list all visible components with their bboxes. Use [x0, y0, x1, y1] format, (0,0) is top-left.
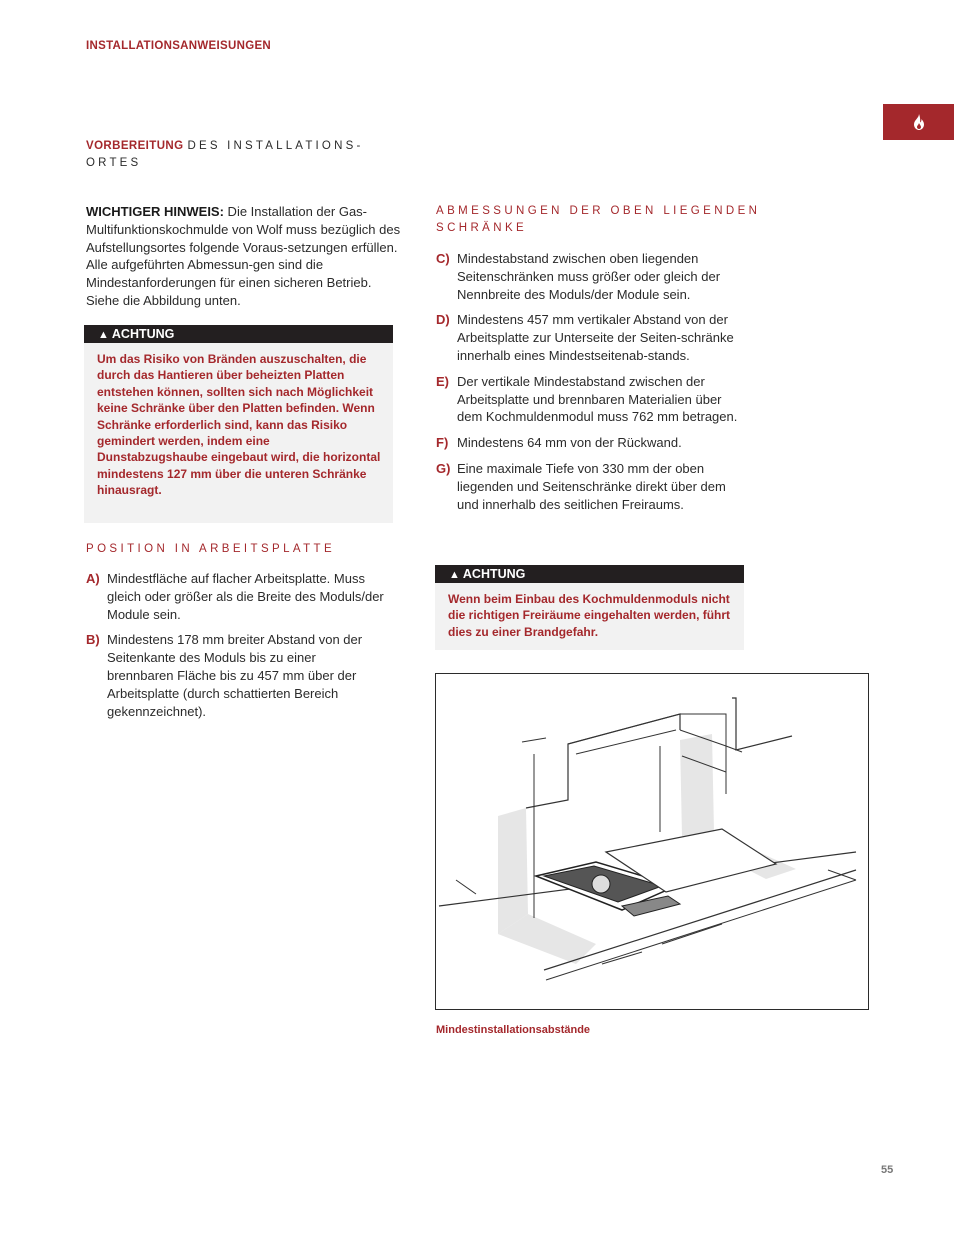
intro-label: WICHTIGER HINWEIS: [86, 204, 224, 219]
item-text: Mindestens 64 mm von der Rückwand. [457, 435, 682, 451]
item-text: Mindestabstand zwischen oben liegenden Seitenschränken muss größer oder gleich der Nennbreite des Moduls/der Module sein. [457, 251, 721, 302]
cabinets-title [436, 203, 766, 237]
intro-paragraph [86, 203, 404, 310]
item-text: Mindestfläche auf flacher Arbeitsplatte. Muss gleich oder größer als die Breite des Moduls/der Module sein. [107, 571, 384, 622]
section-title [86, 138, 396, 172]
list-item [436, 250, 746, 303]
section-title-rest-1: DES INSTALLATIONS- [187, 140, 364, 152]
cabinets-title-2: SCHRÄNKE [436, 222, 528, 234]
item-text: Der vertikale Mindestabstand zwischen der Arbeitsplatte und brennbaren Materialien über dem Kochmuldenmodul muss 762 mm betragen. [457, 373, 738, 425]
running-header: INSTALLATIONSANWEISUNGEN [86, 40, 272, 52]
intro-text: Die Installation der Gas-Multifunktionskochmulde von Wolf muss bezüglich des Aufstellungsortes folgende Voraus-setzungen erfüllen. Alle aufgeführten Abmessun-gen sind die Mindestanforderungen für einen sicheren Betrieb. Siehe die Abbildung unten. [86, 204, 401, 308]
item-text: Eine maximale Tiefe von 330 mm der oben liegenden und Seitenschränke direkt über dem und innerhalb des seitlichen Freiraums. [457, 460, 726, 512]
list-item [436, 373, 746, 426]
item-text: Mindestens 178 mm breiter Abstand von der Seitenkante des Moduls bis zu einer brennbaren Fläche bis zu 457 mm über der Arbeitsplatte (durch schattierten Bereich gekennzeichnet). [107, 632, 363, 719]
cabinets-title-1: ABMESSUNGEN DER OBEN LIEGENDEN [436, 205, 761, 217]
item-letter: A) [86, 571, 100, 586]
warning-triangle-icon: ▲ [449, 569, 460, 581]
list-item [86, 570, 384, 623]
figure-caption: Mindestinstallationsabstände [436, 1024, 591, 1036]
dimension-line-bottom [662, 924, 722, 944]
position-list [86, 570, 384, 728]
right-clearance-shade [680, 734, 714, 836]
list-item [436, 311, 746, 364]
warning-box-2 [435, 565, 744, 650]
section-title-bold: VORBEREITUNG [86, 140, 184, 152]
item-text: Mindestens 457 mm vertikaler Abstand von der Arbeitsplatte zur Unterseite der Seiten-schränke innerhalb eines Mindestseitenab-stands. [457, 312, 734, 363]
item-letter: C) [436, 251, 450, 266]
flame-icon [912, 114, 926, 130]
warning-text: Wenn beim Einbau des Kochmuldenmoduls nicht die richtigen Freiräume eingehalten werden, führt dies zu einer Brandgefahr. [448, 592, 731, 639]
warning-triangle-icon: ▲ [98, 329, 109, 341]
dimension-line-a [456, 880, 476, 894]
item-letter: G) [436, 460, 451, 476]
burner-icon [592, 875, 610, 893]
item-letter: E) [436, 373, 449, 389]
left-cabinet-outline [526, 714, 680, 808]
position-title: POSITION IN ARBEITSPLATTE [86, 543, 336, 555]
list-item [436, 460, 746, 513]
warning-header [435, 565, 744, 583]
warning-box-1 [84, 325, 393, 523]
left-clearance-shade [498, 808, 528, 934]
section-tab [883, 104, 954, 140]
right-cabinet-outline [732, 698, 792, 750]
cabinet-top-line [568, 714, 680, 744]
clearance-illustration [436, 674, 868, 1009]
dimension-tick [522, 738, 546, 742]
cabinets-list [436, 250, 746, 521]
warning-label: ACHTUNG [111, 327, 175, 341]
list-item [86, 631, 384, 720]
warning-text: Um das Risiko von Bränden auszuschalten, die durch das Hantieren über beheizten Platten entstehen können, sollten sich nach Möglichkeit keine Schränke über den Platten befinden. Wenn Schränke erforderlich sind, kann das Risiko gemindert werden, indem eine Dunstabzugshaube eingebaut wird, die horizontal mindestens 127 mm über die unteren Schränke hinausragt. [97, 352, 381, 498]
dimension-line-b [602, 952, 642, 964]
item-letter: B) [86, 632, 100, 648]
warning-header [84, 325, 393, 343]
list-item [436, 434, 746, 452]
dimension-line-c [576, 730, 676, 754]
item-letter: D) [436, 312, 450, 328]
item-letter: F) [436, 435, 449, 451]
section-title-rest-2: ORTES [86, 157, 142, 169]
installation-diagram [435, 673, 869, 1010]
warning-label: ACHTUNG [462, 567, 526, 581]
page-number: 55 [881, 1164, 894, 1176]
